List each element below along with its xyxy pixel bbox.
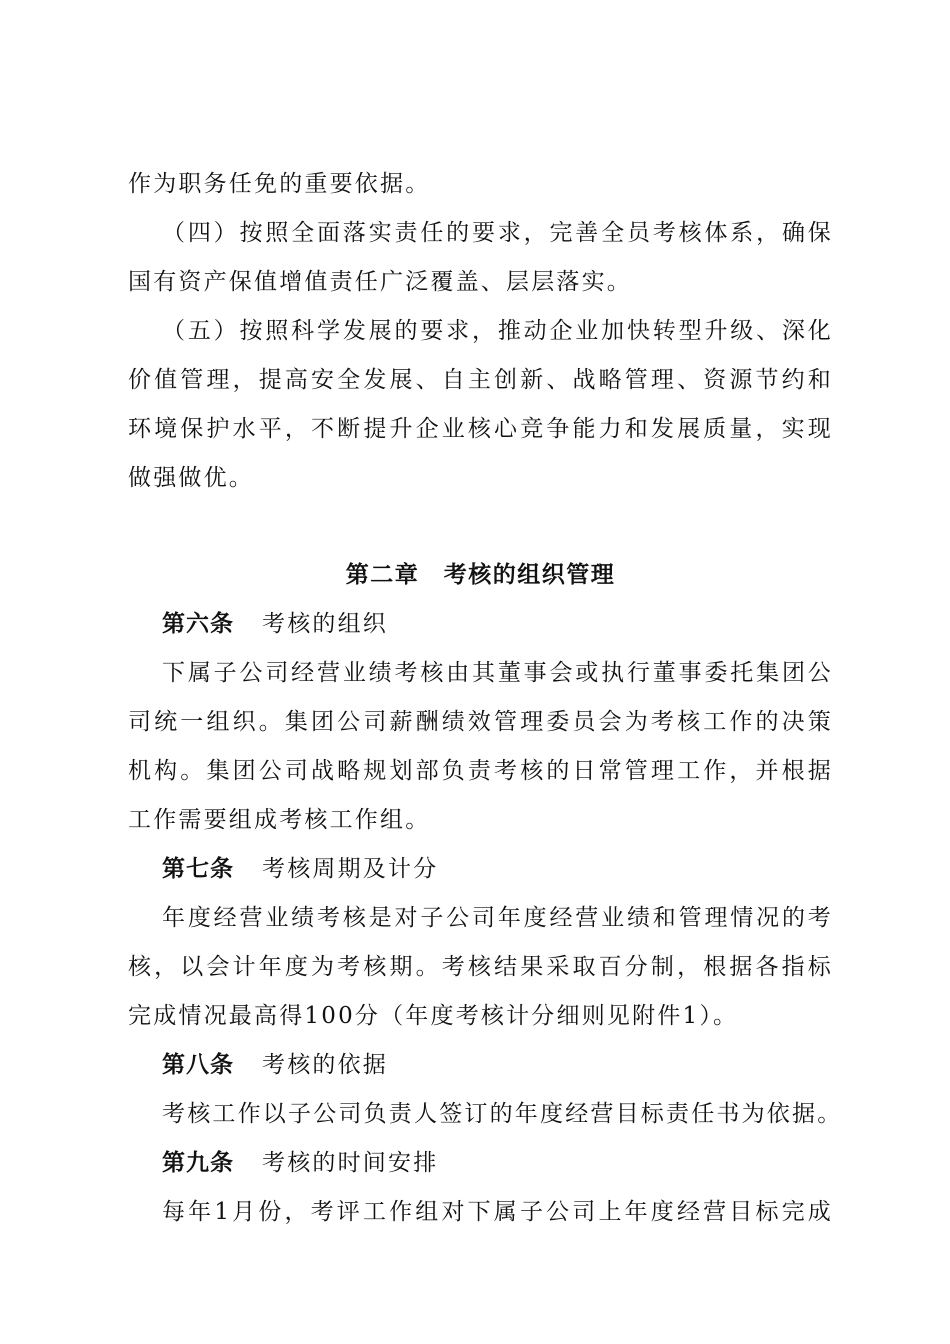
chapter-heading: 第二章 考核的组织管理 — [345, 562, 616, 588]
article-heading — [128, 600, 833, 649]
body-line: 年度经营业绩考核是对子公司年度经营业绩和管理情况的考 — [162, 905, 833, 931]
article-title: 考核的时间安排 — [262, 1150, 439, 1176]
body-line: 做强做优。 — [128, 465, 254, 491]
article-title: 考核周期及计分 — [262, 856, 439, 882]
article-number: 第八条 — [162, 1052, 234, 1078]
article-title: 考核的组织 — [262, 611, 388, 637]
body-line: 核，以会计年度为考核期。考核结果采取百分制，根据各指标 — [128, 954, 833, 980]
article-heading — [128, 1041, 833, 1090]
body-line: 作为职务任免的重要依据。 — [128, 171, 431, 197]
spacer — [128, 503, 833, 551]
article-heading — [128, 1139, 833, 1188]
body-line: 下属子公司经营业绩考核由其董事会或执行董事委托集团公 — [162, 660, 833, 686]
article-number: 第九条 — [162, 1150, 234, 1176]
article-number: 第七条 — [162, 856, 234, 882]
body-line: 环境保护水平，不断提升企业核心竞争能力和发展质量，实现 — [128, 416, 833, 442]
article-title: 考核的依据 — [262, 1052, 388, 1078]
body-line: 工作需要组成考核工作组。 — [128, 807, 431, 833]
body-line: （四）按照全面落实责任的要求，完善全员考核体系，确保 — [162, 220, 833, 246]
body-line: 价值管理，提高安全发展、自主创新、战略管理、资源节约和 — [128, 367, 833, 393]
body-line: 每年1月份，考评工作组对下属子公司上年度经营目标完成 — [162, 1199, 833, 1225]
body-line: （五）按照科学发展的要求，推动企业加快转型升级、深化 — [162, 318, 833, 344]
body-line: 考核工作以子公司负责人签订的年度经营目标责任书为依据。 — [162, 1101, 843, 1127]
article-heading — [128, 845, 833, 894]
document-page — [128, 160, 843, 1237]
body-line: 国有资产保值增值责任广泛覆盖、层层落实。 — [128, 269, 632, 295]
body-line: 完成情况最高得100分（年度考核计分细则见附件1）。 — [128, 1003, 739, 1029]
body-line: 司统一组织。集团公司薪酬绩效管理委员会为考核工作的决策 — [128, 709, 833, 735]
body-line: 机构。集团公司战略规划部负责考核的日常管理工作，并根据 — [128, 758, 833, 784]
article-number: 第六条 — [162, 611, 234, 637]
